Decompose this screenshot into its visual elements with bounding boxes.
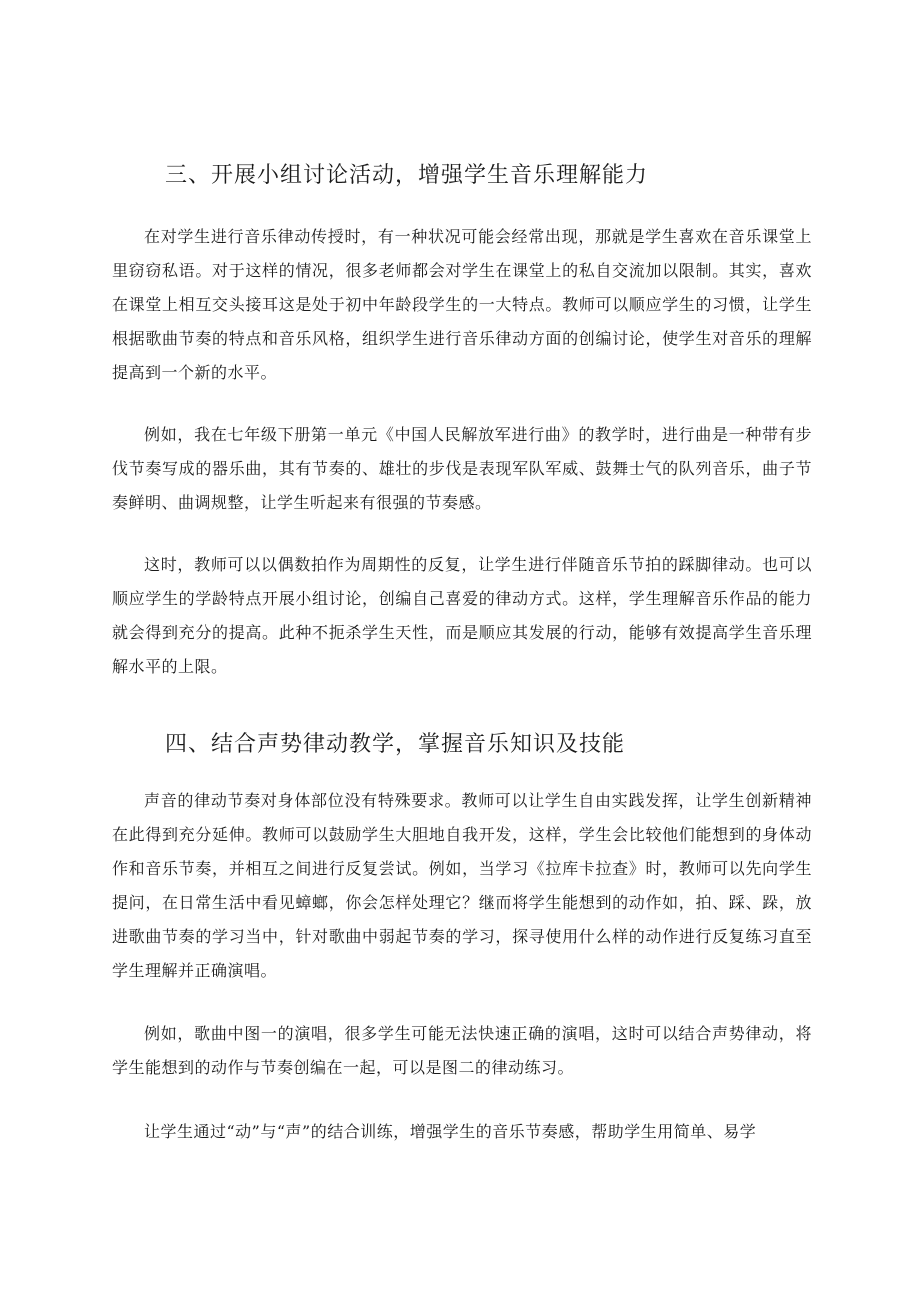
- section-3-paragraph-2: 例如，我在七年级下册第一单元《中国人民解放军进行曲》的教学时，进行曲是一种带有步伐节奏写成的器乐曲，其有节奏的、雄壮的步伐是表现军队军威、鼓舞士气的队列音乐，曲子节奏鲜明、曲调规整，让学生听起来有很强的节奏感。: [112, 425, 812, 512]
- section-4-paragraph-3: 让学生通过“动”与“声”的结合训练，增强学生的音乐节奏感，帮助学生用简单、易学: [144, 1122, 757, 1141]
- section-3-heading: 三、开展小组讨论活动，增强学生音乐理解能力: [165, 163, 649, 188]
- section-4-heading: 四、结合声势律动教学，掌握音乐知识及技能: [165, 732, 626, 757]
- section-4-paragraph-2: 例如，歌曲中图一的演唱，很多学生可能无法快速正确的演唱，这时可以结合声势律动，将学生能想到的动作与节奏创编在一起，可以是图二的律动练习。: [112, 1024, 812, 1077]
- section-3-paragraph-1: 在对学生进行音乐律动传授时，有一种状况可能会经常出现，那就是学生喜欢在音乐课堂上里窃窃私语。对于这样的情况，很多老师都会对学生在课堂上的私自交流加以限制。其实，喜欢在课堂上相互交头接耳这是处于初中年龄段学生的一大特点。教师可以顺应学生的习惯，让学生根据歌曲节奏的特点和音乐风格，组织学生进行音乐律动方面的创编讨论，使学生对音乐的理解提高到一个新的水平。: [112, 227, 812, 382]
- section-3-paragraph-3: 这时，教师可以以偶数拍作为周期性的反复，让学生进行伴随音乐节拍的踩脚律动。也可以顺应学生的学龄特点开展小组讨论，创编自己喜爱的律动方式。这样，学生理解音乐作品的能力就会得到充分的提高。此种不扼杀学生天性，而是顺应其发展的行动，能够有效提高学生音乐理解水平的上限。: [112, 555, 812, 676]
- section-4-paragraph-1: 声音的律动节奏对身体部位没有特殊要求。教师可以让学生自由实践发挥，让学生创新精神在此得到充分延伸。教师可以鼓励学生大胆地自我开发，这样，学生会比较他们能想到的身体动作和音乐节奏，并相互之间进行反复尝试。例如，当学习《拉库卡拉查》时，教师可以先向学生提问，在日常生活中看见蟑螂，你会怎样处理它？继而将学生能想到的动作如，拍、踩、跺，放进歌曲节奏的学习当中，针对歌曲中弱起节奏的学习，探寻使用什么样的动作进行反复练习直至学生理解并正确演唱。: [112, 791, 812, 980]
